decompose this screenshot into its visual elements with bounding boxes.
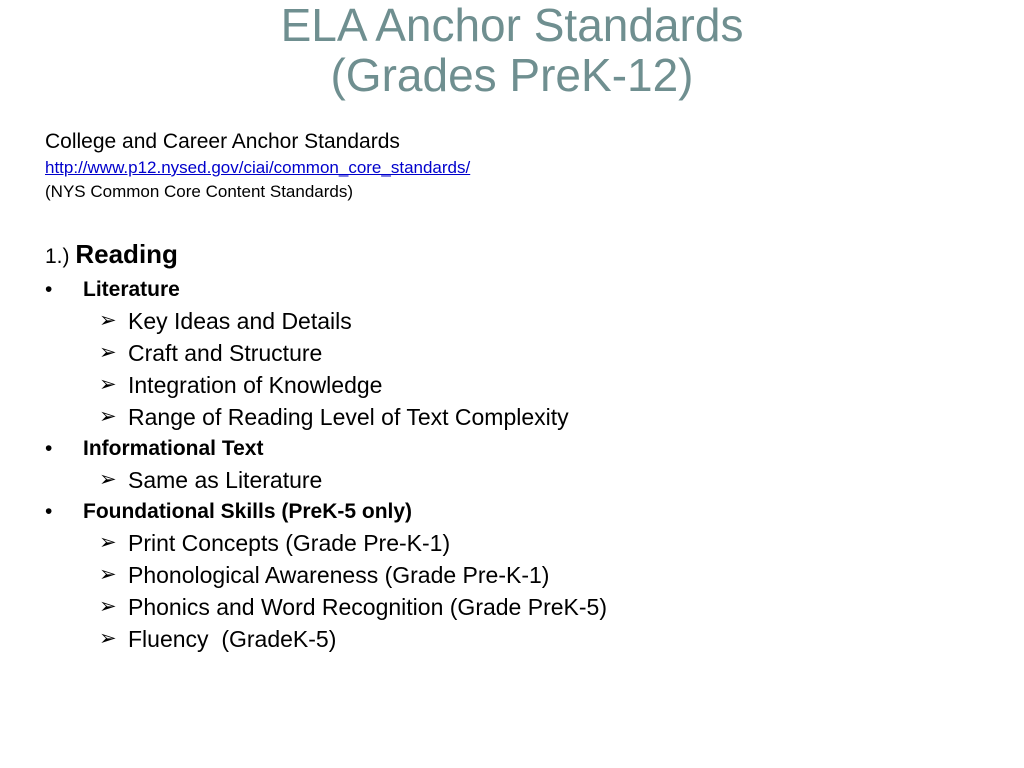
sub-list-item xyxy=(45,337,1005,369)
title-line-1: ELA Anchor Standards xyxy=(280,0,744,51)
title-line-2: (Grades PreK-12) xyxy=(330,49,694,101)
bullet-icon: • xyxy=(45,278,53,301)
section-number: 1.) xyxy=(45,245,70,268)
sub-item-label: Fluency (GradeK-5) xyxy=(128,626,337,652)
sub-item-label: Key Ideas and Details xyxy=(128,308,352,334)
sub-list-item xyxy=(45,623,1005,655)
standards-list xyxy=(45,274,1005,655)
sub-list-item xyxy=(45,464,1005,496)
sub-item-label: Range of Reading Level of Text Complexity xyxy=(128,404,569,430)
bullet-icon: • xyxy=(45,437,53,460)
group-label: Foundational Skills (PreK-5 only) xyxy=(83,500,413,523)
intro-note: (NYS Common Core Content Standards) xyxy=(45,182,354,201)
sub-item-label: Same as Literature xyxy=(128,467,323,493)
arrow-bullet-icon: ➢ xyxy=(99,468,117,491)
intro-heading: College and Career Anchor Standards xyxy=(45,130,400,153)
slide-body xyxy=(45,128,1005,655)
intro-link-row xyxy=(45,156,1005,180)
list-item-informational-text xyxy=(45,433,1005,464)
sub-item-label: Integration of Knowledge xyxy=(128,372,383,398)
sub-list-item xyxy=(45,369,1005,401)
sub-item-label: Phonological Awareness (Grade Pre-K-1) xyxy=(128,562,550,588)
arrow-bullet-icon: ➢ xyxy=(99,595,117,618)
sub-item-label: Phonics and Word Recognition (Grade PreK-5) xyxy=(128,594,607,620)
sub-list-item xyxy=(45,559,1005,591)
list-item-foundational-skills xyxy=(45,496,1005,527)
arrow-bullet-icon: ➢ xyxy=(99,563,117,586)
standards-link[interactable]: http://www.p12.nysed.gov/ciai/common_core_standards/ xyxy=(45,158,471,177)
arrow-bullet-icon: ➢ xyxy=(99,309,117,332)
sub-list-item xyxy=(45,591,1005,623)
arrow-bullet-icon: ➢ xyxy=(99,341,117,364)
arrow-bullet-icon: ➢ xyxy=(99,373,117,396)
sub-item-label: Craft and Structure xyxy=(128,340,323,366)
group-label: Literature xyxy=(83,278,180,301)
arrow-bullet-icon: ➢ xyxy=(99,531,117,554)
group-label: Informational Text xyxy=(83,437,264,460)
section-name: Reading xyxy=(75,239,178,269)
arrow-bullet-icon: ➢ xyxy=(99,627,117,650)
bullet-icon: • xyxy=(45,500,53,523)
slide-title xyxy=(0,0,1024,100)
sub-list-item xyxy=(45,527,1005,559)
sub-list-item xyxy=(45,401,1005,433)
section-heading xyxy=(45,237,1005,274)
sub-list-item xyxy=(45,305,1005,337)
sub-item-label: Print Concepts (Grade Pre-K-1) xyxy=(128,530,451,556)
arrow-bullet-icon: ➢ xyxy=(99,405,117,428)
list-item-literature xyxy=(45,274,1005,305)
